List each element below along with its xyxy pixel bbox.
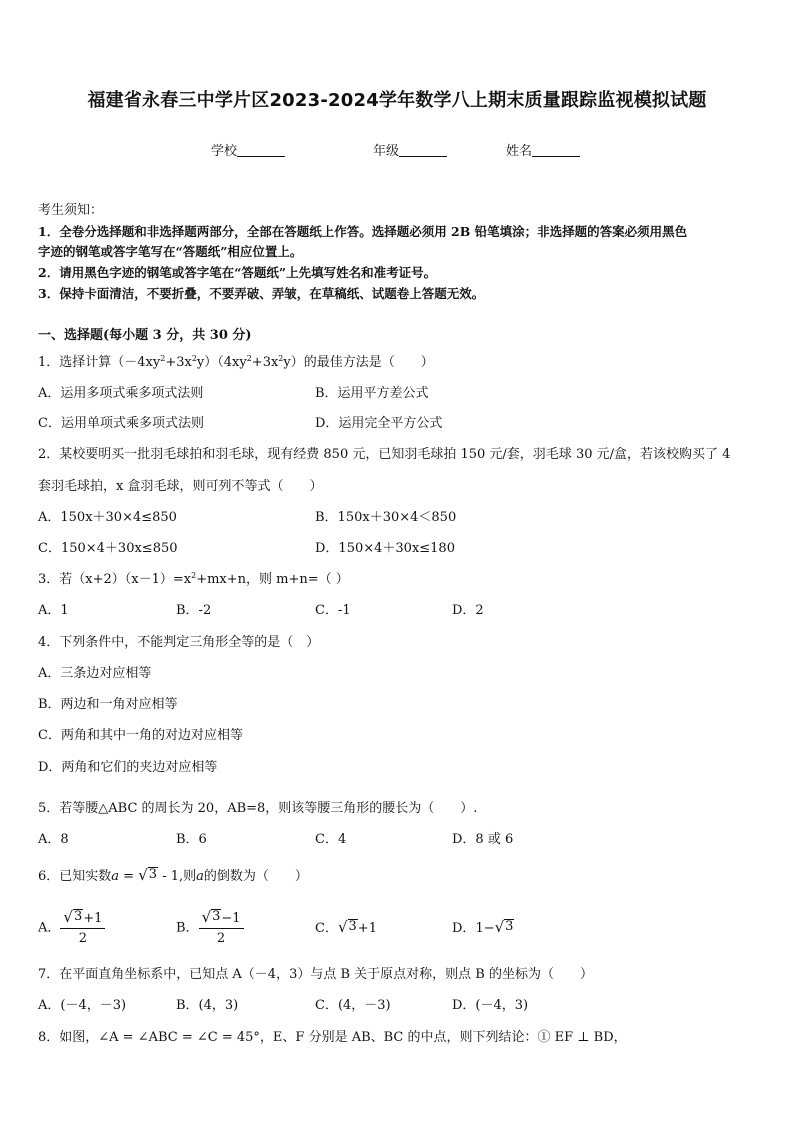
grade-blank[interactable] xyxy=(399,143,447,157)
q4-option-c[interactable]: C．两角和其中一角的对边对应相等 xyxy=(38,728,243,743)
q5-option-d[interactable]: D．8 或 6 xyxy=(452,832,514,847)
q2-option-b[interactable]: B．150x＋30×4＜850 xyxy=(315,510,457,525)
school-blank[interactable] xyxy=(237,143,285,157)
grade-label: 年级 xyxy=(373,144,400,159)
q1-option-d[interactable]: D．运用完全平方公式 xyxy=(315,416,443,431)
q2-option-c[interactable]: C．150×4＋30x≤850 xyxy=(38,541,178,556)
question-4-stem: 4．下列条件中，不能判定三角形全等的是（ ） xyxy=(38,635,320,650)
question-3-stem: 3．若$(x+2)(x-1)=x^2+mx+n$，则 m+n=（ ） xyxy=(38,571,349,587)
question-7-stem: 7．在平面直角坐标系中，已知点 A（－4，3）与点 B 关于原点对称，则点 B 的坐标为（ ） xyxy=(38,967,593,982)
q6-a-fraction: √ 3 +1 2 xyxy=(60,909,105,947)
q6-option-d[interactable]: D．1− √ 3 xyxy=(452,918,514,936)
question-1-stem: 1．选择计算$(-4xy^2+3x^2y)(4xy^2+3x^2y)$的最佳方法是（ ） xyxy=(38,354,434,370)
school-label: 学校 xyxy=(211,144,238,159)
q6-option-c[interactable]: C． √ 3 +1 xyxy=(315,918,377,936)
q1-option-a[interactable]: A．运用多项式乘多项式法则 xyxy=(38,386,204,401)
name-label: 姓名 xyxy=(506,144,533,159)
question-5-stem: 5．若等腰△ABC 的周长为 20，AB=8，则该等腰三角形的腰长为（ ）. xyxy=(38,801,478,816)
q1-option-b[interactable]: B．运用平方差公式 xyxy=(315,386,429,401)
q6-option-b[interactable]: B． √ 3 −1 2 xyxy=(176,909,244,947)
q5-option-c[interactable]: C．4 xyxy=(315,832,347,847)
notice-line-2: 字迹的钢笔或答字笔写在“答题纸”相应位置上。 xyxy=(38,244,303,259)
q6-option-a[interactable]: A． √ 3 +1 2 xyxy=(38,909,105,947)
notice-line-3: 2．请用黑色字迹的钢笔或答字笔在“答题纸”上先填写姓名和准考证号。 xyxy=(38,265,437,280)
q3-option-c[interactable]: C．-1 xyxy=(315,603,351,618)
sqrt-3: √ 3 xyxy=(138,866,158,884)
q7-option-d[interactable]: D．(－4，3) xyxy=(452,998,529,1013)
q4-option-d[interactable]: D．两角和它们的夹边对应相等 xyxy=(38,760,218,775)
school-field[interactable] xyxy=(211,140,285,159)
q2-option-d[interactable]: D．150×4＋30x≤180 xyxy=(315,541,455,556)
q7-option-a[interactable]: A．(－4，－3) xyxy=(38,998,127,1013)
q7-option-c[interactable]: C．(4，－3) xyxy=(315,998,391,1013)
notice-heading: 考生须知： xyxy=(38,203,104,218)
question-8-stem: 8．如图，∠A = ∠ABC = ∠C = 45°，E、F 分别是 AB、BC 的中点，则下列结论：① EF ⊥ BD， xyxy=(38,1030,627,1045)
exam-title: 福建省永春三中学片区2023-2024学年数学八上期末质量跟踪监视模拟试题 xyxy=(87,90,707,111)
q1-option-c[interactable]: C．运用单项式乘多项式法则 xyxy=(38,416,204,431)
q5-option-b[interactable]: B．6 xyxy=(176,832,207,847)
section-heading: 一、选择题(每小题 3 分，共 30 分) xyxy=(38,328,252,343)
notice-line-1: 1．全卷分选择题和非选择题两部分，全部在答题纸上作答。选择题必须用 2B 铅笔填涂；非选择题的答案必须用黑色 xyxy=(38,224,688,239)
q6-b-fraction: √ 3 −1 2 xyxy=(199,909,244,947)
q3-option-b[interactable]: B．-2 xyxy=(176,603,212,618)
q2-option-a[interactable]: A．150x＋30×4≤850 xyxy=(38,510,177,525)
name-blank[interactable] xyxy=(532,143,580,157)
name-field[interactable] xyxy=(506,140,580,159)
q5-option-a[interactable]: A．8 xyxy=(38,832,69,847)
q3-option-a[interactable]: A．1 xyxy=(38,603,69,618)
q4-option-a[interactable]: A．三条边对应相等 xyxy=(38,666,152,681)
notice-line-4: 3．保持卡面清洁，不要折叠，不要弄破、弄皱，在草稿纸、试题卷上答题无效。 xyxy=(38,286,485,301)
question-6-stem: 6．已知实数a = √ 3 - 1,则a的倒数为（ ） xyxy=(38,866,308,884)
question-2-line-2: 套羽毛球拍，x 盒羽毛球，则可列不等式（ ） xyxy=(38,479,323,494)
q3-option-d[interactable]: D．2 xyxy=(452,603,484,618)
q4-option-b[interactable]: B．两边和一角对应相等 xyxy=(38,697,178,712)
question-2-line-1: 2．某校要明买一批羽毛球拍和羽毛球，现有经费 850 元，已知羽毛球拍 150 元/套，羽毛球 30 元/盒，若该校购买了 4 xyxy=(38,447,731,462)
q7-option-b[interactable]: B．(4，3) xyxy=(176,998,239,1013)
grade-field[interactable] xyxy=(373,140,447,159)
